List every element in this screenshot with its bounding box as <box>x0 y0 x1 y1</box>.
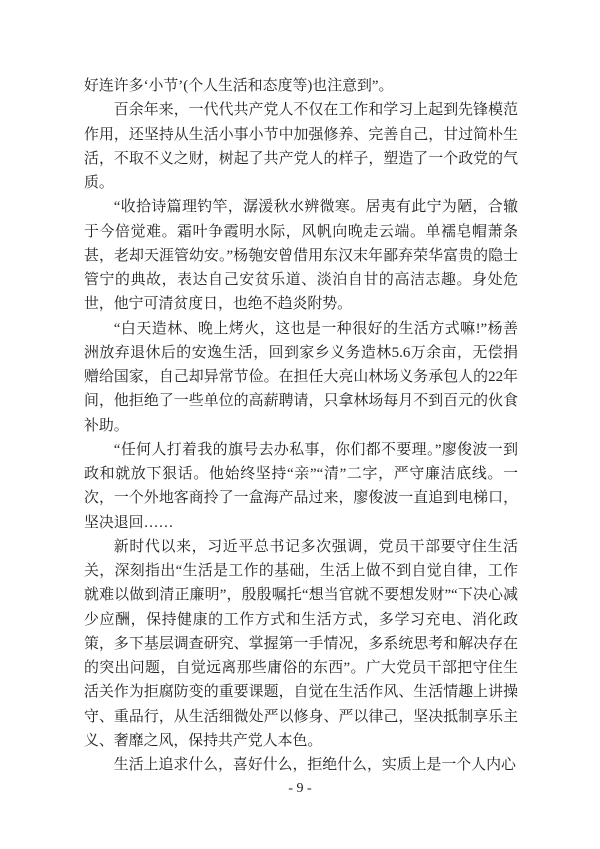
paragraph: “任何人打着我的旗号去办私事，你们都不要理。”廖俊波一到政和就放下狠话。他始终坚持“亲”“清”二字，严守廉洁底线。一次，一个外地客商拎了一盒海产品过来，廖俊波一直追到电梯口，坚决退回…… <box>84 441 518 531</box>
page-number: - 9 - <box>288 781 312 796</box>
paragraph: “收拾诗篇理钓竿，潺湲秋水辨微寒。居夷有此宁为陋，合辙于今倍觉难。霜叶争霞明水际，风帆向晚走云端。单襦皂帽萧条甚，老却天涯管幼安。”杨匏安曾借用东汉末年鄙弃荣华富贵的隐士管宁的典故，表达自己安贫乐道、淡泊自甘的高洁志趣。身处危世，他宁可清贫度日，也绝不趋炎附势。 <box>84 199 518 313</box>
paragraph: “白天造林、晚上烤火，这也是一种很好的生活方式嘛!”杨善洲放弃退休后的安逸生活，回到家乡义务造林5.6万余亩，无偿捐赠给国家，自己却异常节俭。在担任大亮山林场义务承包人的22年间，他拒绝了一些单位的高薪聘请，只拿林场每月不到百元的伙食补助。 <box>84 320 518 434</box>
paragraph: 新时代以来，习近平总书记多次强调，党员干部要守住生活关，深刻指出“生活是工作的基础，生活上做不到自觉自律，工作就难以做到清正廉明”，殷殷嘱托“想当官就不要想发财”“下决心减少应酬，保持健康的工作方式和生活方式，多学习充电、消化政策，多下基层调查研究、掌握第一手情况，多系统思考和解决存在的突出问题，自觉远离那些庸俗的东西”。广大党员干部把守住生活关作为拒腐防变的重要课题，自觉在生活作风、生活情趣上讲操守、重品行，从生活细微处严以修身、严以律己，坚决抵制享乐主义、奢靡之风，保持共产党人本色。 <box>84 538 518 749</box>
document-body <box>84 74 518 777</box>
paragraph: 百余年来，一代代共产党人不仅在工作和学习上起到先锋模范作用，还坚持从生活小事小节中加强修养、完善自己，甘过简朴生活，不取不义之财，树起了共产党人的样子，塑造了一个政党的气质。 <box>84 102 518 191</box>
paragraph: 生活上追求什么，喜好什么，拒绝什么，实质上是一个人内心 <box>113 757 516 773</box>
paragraph: 好连许多‘小节’(个人生活和态度等)也注意到”。 <box>84 78 394 94</box>
